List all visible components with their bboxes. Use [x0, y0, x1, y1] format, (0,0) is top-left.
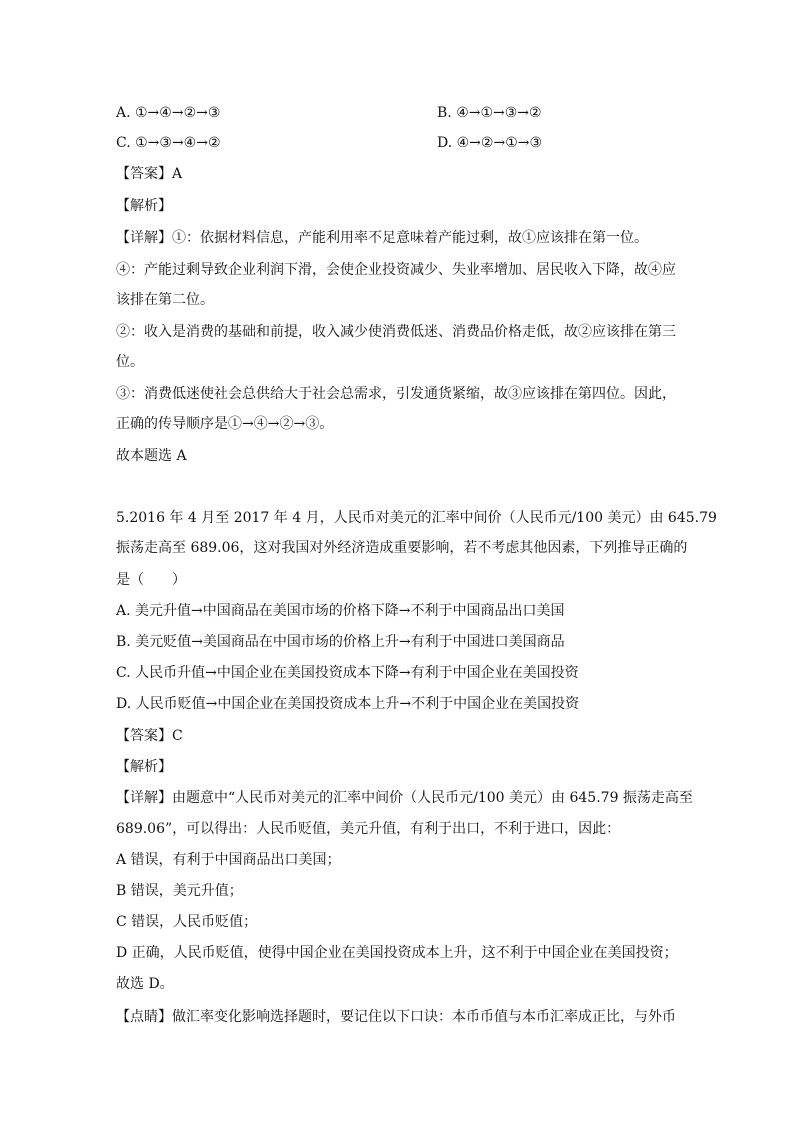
q5-option-b: B. 美元贬值→美国商品在中国市场的价格上升→有利于中国进口美国商品 — [116, 634, 565, 650]
q5-option-c: C. 人民币升值→中国企业在美国投资成本下降→有利于中国企业在美国投资 — [116, 665, 579, 681]
prev-detail-line: 正确的传导顺序是①→④→②→③。 — [116, 416, 334, 432]
q5-stem-line: 5.2016 年 4 月至 2017 年 4 月，人民币对美元的汇率中间价（人民币元/100 美元）由 645.79 — [116, 510, 717, 526]
prev-detail-line: ③：消费低迷使社会总供给大于社会总需求，引发通货紧缩，故③应该排在第四位。因此， — [116, 386, 676, 402]
q5-option-a: A. 美元升值→中国商品在美国市场的价格下降→不利于中国商品出口美国 — [116, 603, 565, 619]
q5-detail-line: 故选 D。 — [116, 976, 174, 992]
prev-answer: 【答案】A — [116, 166, 183, 182]
q5-detail-line: C 错误，人民币贬值； — [116, 914, 258, 930]
q5-analysis-label: 【解析】 — [116, 759, 172, 775]
prev-detail-line: 【详解】①：依据材料信息，产能利用率不足意味着产能过剩，故①应该排在第一位。 — [116, 230, 648, 246]
q5-detail-line: 689.06”，可以得出：人民币贬值，美元升值，有利于出口，不利于进口，因此： — [116, 821, 621, 837]
prev-detail-line: 该排在第二位。 — [116, 292, 214, 308]
prev-detail-line: 位。 — [116, 354, 144, 370]
prev-option-d: D. ④→②→①→③ — [437, 135, 543, 151]
q5-option-d: D. 人民币贬值→中国企业在美国投资成本上升→不利于中国企业在美国投资 — [116, 696, 580, 712]
prev-detail-line: ②：收入是消费的基础和前提，收入减少使消费低迷、消费品价格走低，故②应该排在第三 — [116, 324, 676, 340]
q5-detail-line: A 错误，有利于中国商品出口美国； — [116, 852, 341, 868]
q5-detail-line: B 错误，美元升值； — [116, 883, 243, 899]
prev-conclusion: 故本题选 A — [116, 448, 187, 464]
q5-detail-line: 【详解】由题意中“人民币对美元的汇率中间价（人民币元/100 美元）由 645.79 振荡走高至 — [116, 790, 693, 806]
prev-detail-line: ④：产能过剩导致企业利润下滑，会使企业投资减少、失业率增加、居民收入下降，故④应 — [116, 262, 676, 278]
q5-stem-line: 振荡走高至 689.06，这对我国对外经济造成重要影响，若不考虑其他因素，下列推导正确的 — [116, 540, 688, 556]
prev-analysis-label: 【解析】 — [116, 198, 172, 214]
q5-answer: 【答案】C — [116, 728, 183, 744]
prev-option-a: A. ①→④→②→③ — [116, 105, 221, 121]
prev-option-b: B. ④→①→③→② — [437, 105, 542, 121]
q5-stem-line: 是（ ） — [116, 572, 186, 588]
q5-tip: 【点睛】做汇率变化影响选择题时，要记住以下口诀：本币币值与本币汇率成正比，与外币 — [116, 1009, 676, 1025]
q5-detail-line: D 正确，人民币贬值，使得中国企业在美国投资成本上升，这不利于中国企业在美国投资； — [116, 945, 678, 961]
prev-option-c: C. ①→③→④→② — [116, 135, 221, 151]
